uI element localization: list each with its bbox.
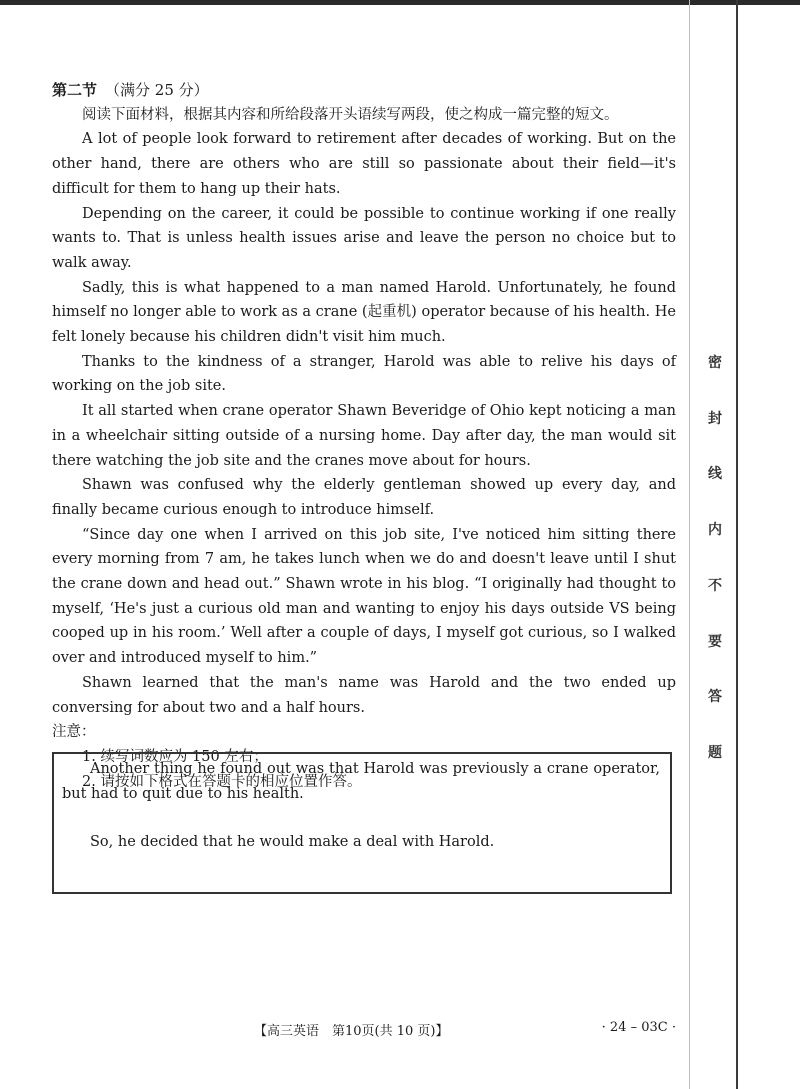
note-item: 1. 续写词数应为 150 左右；	[82, 748, 268, 765]
section-score: （满分 25 分）	[105, 81, 209, 99]
passage-paragraph: It all started when crane operator Shawn Beveridge of Ohio kept noticing a man in a wheelchair sitting outside of a nursing home. Day after day, the man would sit there watching the job site and the cranes move about for hours.	[52, 403, 676, 469]
question-content	[52, 78, 676, 794]
passage-paragraph: Sadly, this is what happened to a man named Harold. Unfortunately, he found himself no longer able to work as a crane (起重机) operator because of his health. He felt lonely because his children didn't visit him much.	[52, 279, 676, 346]
instruction: 阅读下面材料，根据其内容和所给段落开头语续写两段，使之构成一篇完整的短文。	[82, 106, 619, 123]
passage-paragraph: Depending on the career, it could be possible to continue working if one really wants to. That is unless health issues arise and leave the person no choice but to walk away.	[52, 205, 676, 271]
note-item: 2. 请按如下格式在答题卡的相应位置作答。	[82, 773, 362, 790]
passage-paragraph: Shawn learned that the man's name was Harold and the two ended up conversing for about two and a half hours.	[52, 674, 676, 716]
seal-char: 线	[708, 466, 722, 483]
margin-line-outer	[736, 0, 738, 1089]
seal-line-text	[700, 352, 730, 762]
section-title: 第二节	[52, 81, 98, 99]
seal-char: 答	[708, 689, 722, 706]
continuation-opening-2: So, he decided that he would make a deal with Harold.	[90, 834, 495, 850]
margin-line-inner	[689, 0, 690, 1089]
seal-char: 不	[708, 577, 722, 594]
passage-paragraph: Thanks to the kindness of a stranger, Harold was able to relive his days of working on the job site.	[52, 353, 676, 395]
passage-paragraph: “Since day one when I arrived on this job site, I've noticed him sitting there every morning from 7 am, he takes lunch when we do and doesn't leave until I shut the crane down and head out.” Shawn wrote in his blog. “I originally had thought to myself, ‘He's just a curious old man and wanting to enjoy his days outside VS being cooped up in his room.’ Well after a couple of days, I myself got curious, so I walked over and introduced myself to him.”	[52, 526, 676, 667]
seal-char: 密	[708, 355, 722, 371]
passage-paragraph: A lot of people look forward to retirement after decades of working. But on the other hand, there are others who are still so passionate about their field—it's difficult for them to hang up their hats.	[52, 131, 676, 197]
section-heading	[52, 78, 676, 103]
answer-format-box	[52, 752, 672, 894]
footer-code: · 24 – 03C ·	[601, 1020, 676, 1035]
seal-char: 封	[708, 410, 722, 427]
seal-char: 要	[708, 633, 722, 650]
notes-label: 注意：	[52, 724, 96, 741]
seal-char: 题	[708, 744, 722, 761]
footer-page-info: 【高三英语 第10页(共 10 页)】	[254, 1024, 449, 1039]
top-rule	[0, 0, 800, 5]
page-footer	[52, 1014, 676, 1044]
seal-char: 内	[708, 522, 722, 539]
continuation-opening-1: Another thing he found out was that Harold was previously a crane operator, but had to quit due to his health.	[62, 761, 660, 802]
passage-paragraph: Shawn was confused why the elderly gentleman showed up every day, and finally became curious enough to introduce himself.	[52, 477, 676, 518]
